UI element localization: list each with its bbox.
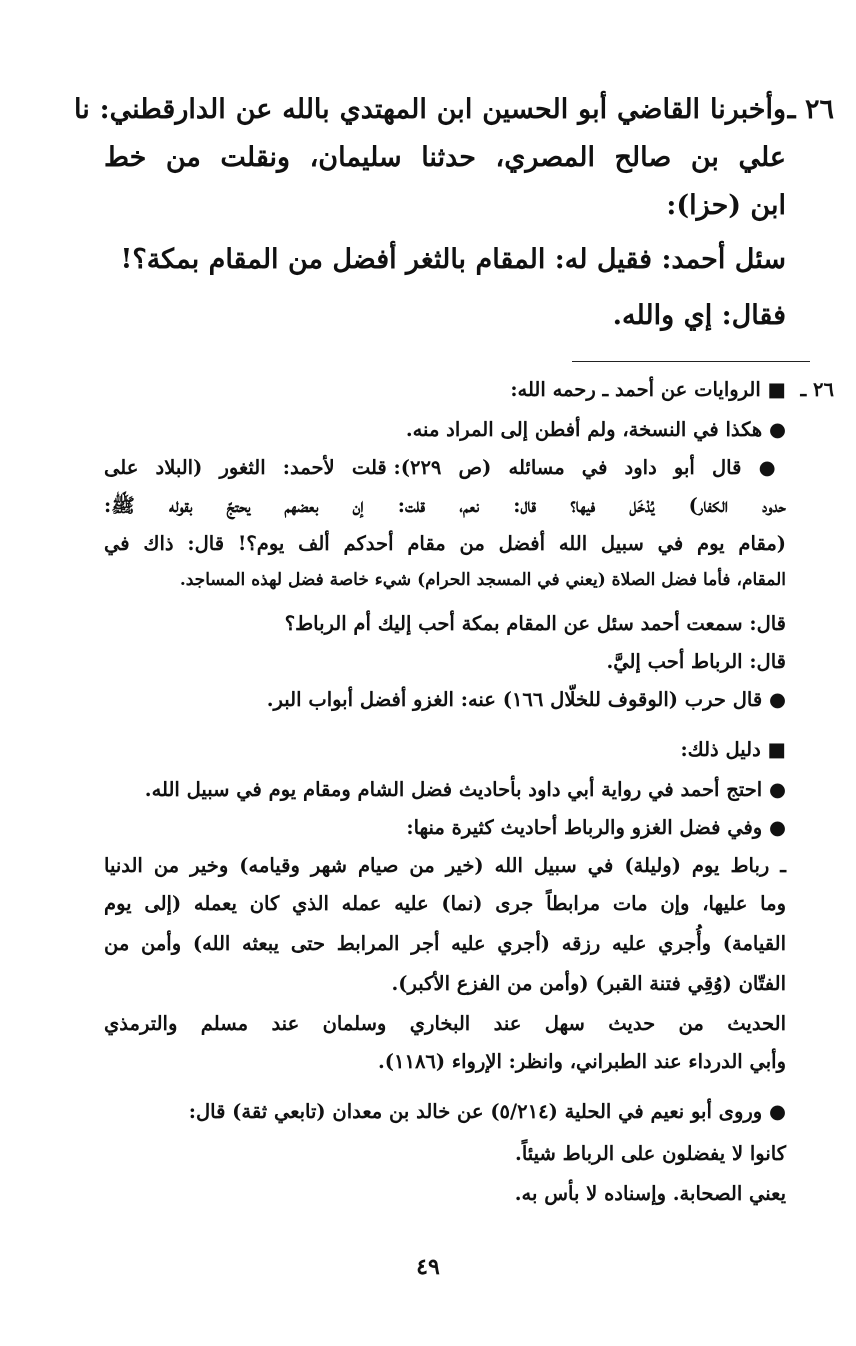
note-line-14: وما عليها، وإن مات مرابطاً جرى (نما) عليه عمله الذي كان يعمله (إلى يوم [104, 892, 786, 915]
note-line-11: ● احتج أحمد في رواية أبي داود بأحاديث فضل الشام ومقام يوم في سبيل الله. [144, 778, 786, 801]
main-line-2: علي بن صالح المصري، حدثنا سليمان، ونقلت من خط [104, 142, 786, 173]
note-line-2: ● هكذا في النسخة، ولم أفطن إلى المراد منه. [405, 418, 786, 441]
main-line-3: ابن (حزا): [666, 190, 786, 221]
note-line-8: قال: الرباط أحب إليَّ. [606, 650, 786, 673]
main-item-number: ٢٦ ـ [787, 94, 834, 125]
note-line-16: الفتّان (وُقِي فتنة القبر) (وأمن من الفزع الأكبر). [391, 972, 786, 995]
main-line-4: سئل أحمد: فقيل له: المقام بالثغر أفضل من المقام بمكة؟! [120, 244, 786, 275]
note-line-18: وأبي الدرداء عند الطبراني، وانظر: الإرواء (١١٨٦). [378, 1050, 786, 1073]
note-line-15: القيامة) وأُجري عليه رزقه (أجري عليه أجر المرابط حتى يبعثه الله) وأمن من [104, 932, 786, 955]
note-line-20: كانوا لا يفضلون على الرباط شيئاً. [515, 1142, 786, 1165]
note-line-7: قال: سمعت أحمد سئل عن المقام بمكة أحب إليك أم الرباط؟ [284, 612, 786, 635]
main-line-1: وأخبرنا القاضي أبو الحسين ابن المهتدي بالله عن الدارقطني: نا [74, 94, 786, 125]
footnote-divider [572, 361, 810, 362]
note-line-21: يعني الصحابة. وإسناده لا بأس به. [514, 1182, 786, 1205]
note-line-4: حدود الكفار) يُدْخَل فيها؟ قال: نعم، قلت: إن بعضهم يحتجّ بقوله ﷺ: [104, 494, 786, 517]
note-line-17: الحديث من حديث سهل عند البخاري وسلمان عند مسلم والترمذي [104, 1012, 786, 1035]
page-number: ٤٩ [416, 1254, 440, 1280]
note-line-12: ● وفي فضل الغزو والرباط أحاديث كثيرة منها: [406, 816, 786, 839]
note-line-19: ● وروى أبو نعيم في الحلية (٥/٢١٤) عن خالد بن معدان (تابعي ثقة) قال: [188, 1100, 786, 1123]
note-line-3: ● قال أبو داود في مسائله (ص ٢٢٩): قلت لأحمد: الثغور (البلاد على [104, 456, 786, 479]
note-line-5: (مقام يوم في سبيل الله أفضل من مقام أحدكم ألف يوم؟! قال: ذاك في [104, 532, 786, 555]
note-item-number: ٢٦ ـ [800, 378, 834, 401]
note-line-10: ■ دليل ذلك: [680, 738, 786, 761]
note-line-9: ● قال حرب (الوقوف للخلّال ١٦٦) عنه: الغزو أفضل أبواب البر. [266, 688, 786, 711]
main-line-5: فقال: إي والله. [612, 300, 786, 331]
note-line-6: المقام، فأما فضل الصلاة (يعني في المسجد الحرام) شيء خاصة فضل لهذه المساجد. [179, 570, 786, 590]
note-line-1: ■ الروايات عن أحمد ـ رحمه الله: [510, 378, 786, 401]
note-line-13: ـ رباط يوم (وليلة) في سبيل الله (خير من صيام شهر وقيامه) وخير من الدنيا [104, 854, 786, 877]
